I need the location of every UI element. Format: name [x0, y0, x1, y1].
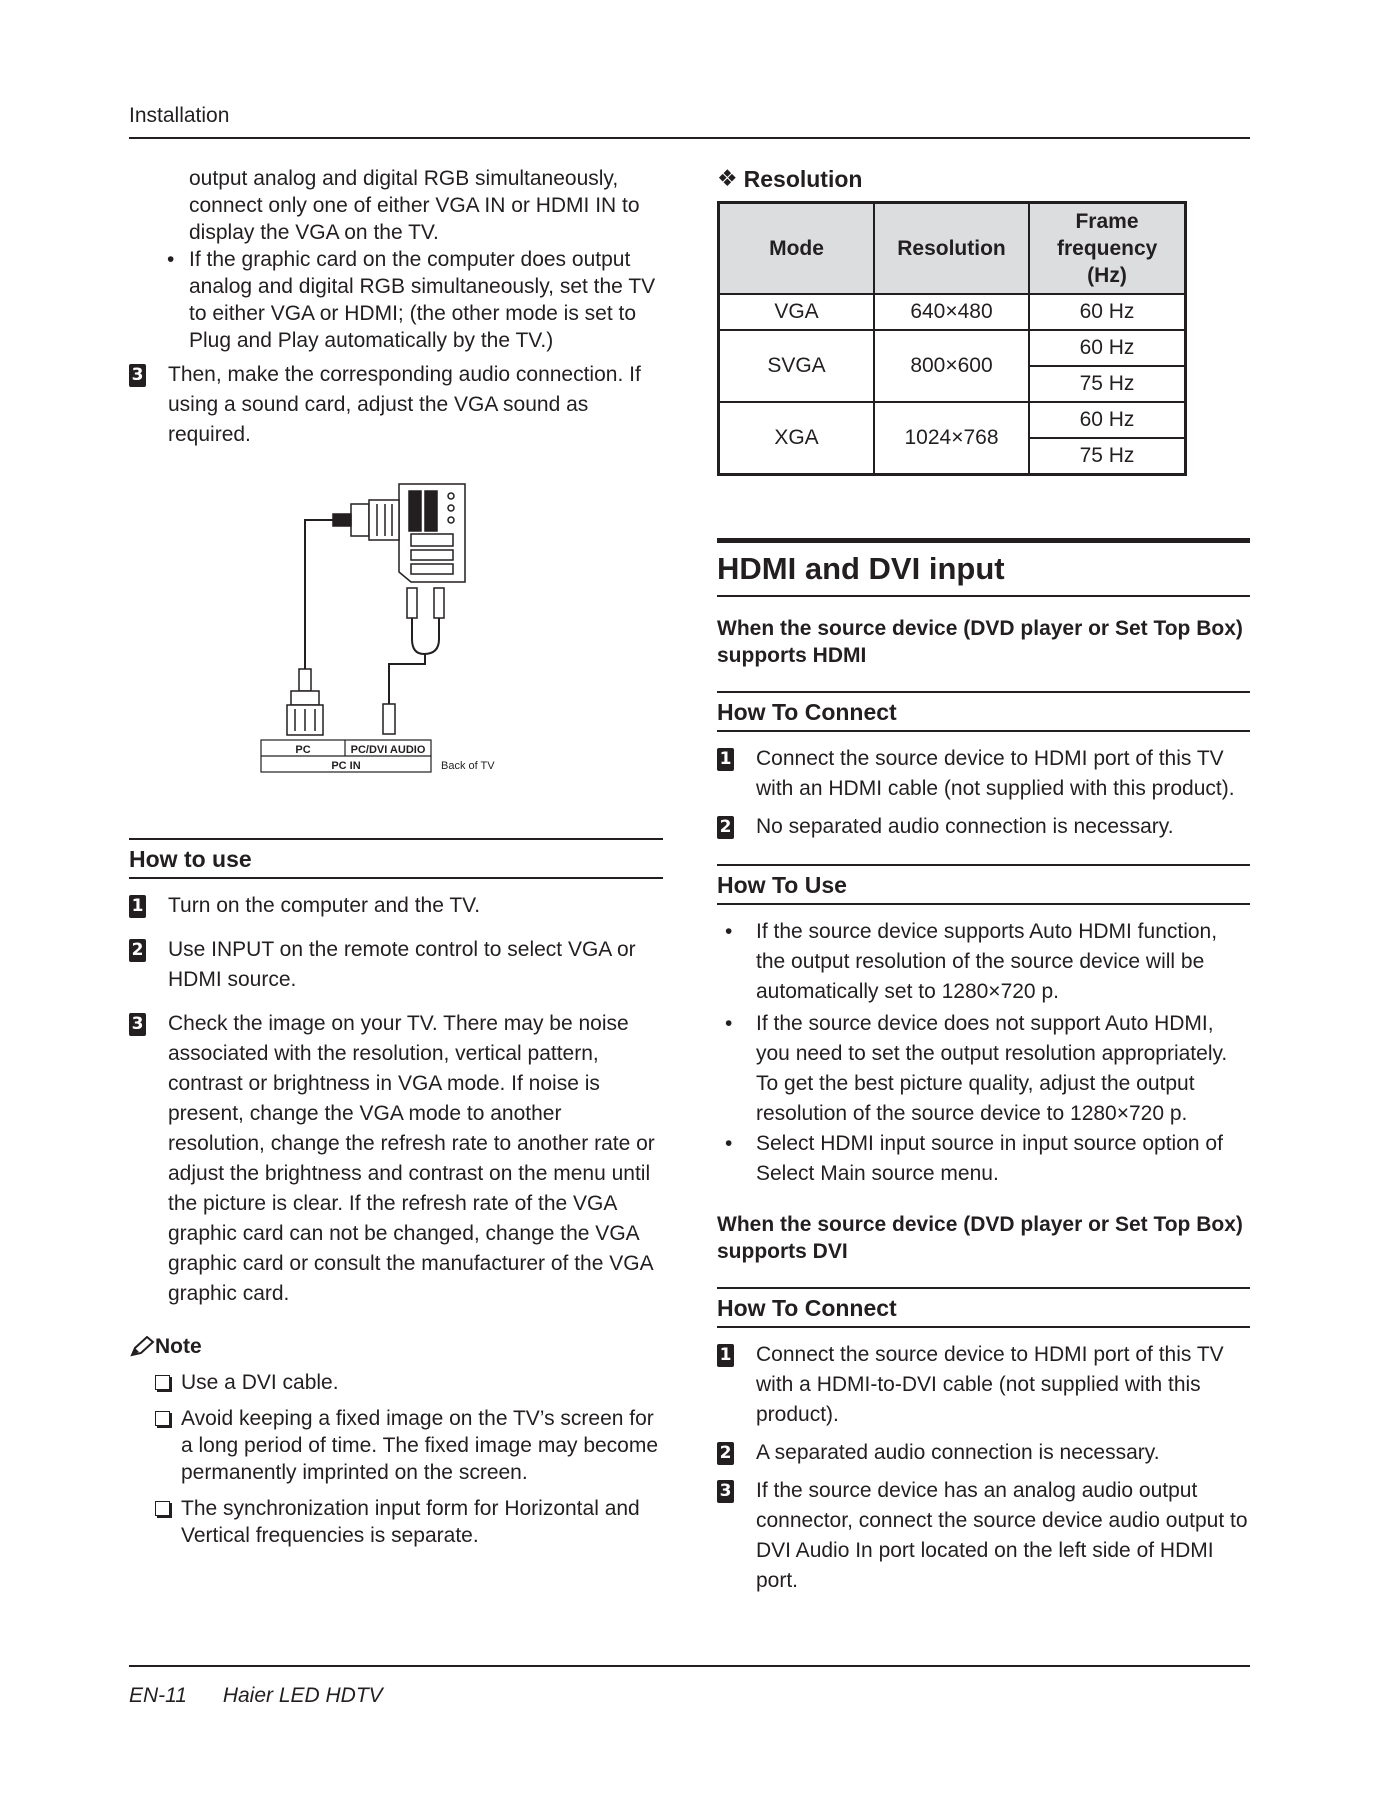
resolution-table [717, 201, 1187, 476]
step-text: Connect the source device to HDMI port of this TV with an HDMI cable (not supplied with this product). [756, 747, 1235, 800]
bullet-item: • If the graphic card on the computer does output analog and digital RGB simultaneously, set the TV to either VGA or HDMI; (the other mode is set to Plug and Play automatically by the TV.) [159, 246, 663, 354]
step-text: A separated audio connection is necessary. [756, 1441, 1160, 1464]
step-3 [129, 360, 663, 450]
audio-plug-icon [407, 588, 444, 654]
dvi-step-1 [717, 1340, 1250, 1430]
table-row: SVGA 800×600 60 Hz [719, 330, 1186, 366]
step-number: 3 [717, 1480, 734, 1503]
how-to-use-heading: How To Use [717, 864, 1250, 905]
left-column [129, 165, 663, 1549]
dvi-step-3 [717, 1476, 1250, 1596]
use-bullet: • If the source device supports Auto HDMI function, the output resolution of the source device will be automatically set to 1280×720 p. [717, 917, 1250, 1007]
pc-tower-icon [399, 484, 465, 582]
checkbox-icon [155, 1375, 170, 1390]
step-text: If the source device has an analog audio output connector, connect the source device audio output to DVI Audio In port located on the left side of HDMI port. [756, 1479, 1248, 1592]
use-step-2 [129, 935, 663, 995]
checkbox-icon [155, 1411, 170, 1426]
how-to-connect-heading: How To Connect [717, 1287, 1250, 1328]
step-number: 1 [717, 1344, 734, 1367]
step-text: Check the image on your TV. There may be noise associated with the resolution, vertical pattern, contrast or brightness in VGA mode. If noise is present, change the VGA mode to another resolution, change the refresh rate to another rate or adjust the brightness and contrast on the menu until the picture is clear. If the refresh rate of the VGA graphic card can not be changed, change the VGA graphic card or consult the manufacturer of the VGA graphic card. [168, 1012, 655, 1305]
checkbox-icon [155, 1501, 170, 1516]
footer-rule [129, 1665, 1250, 1667]
note-item: Use a DVI cable. [155, 1369, 663, 1396]
step-text: Connect the source device to HDMI port of this TV with a HDMI-to-DVI cable (not supplied with this product). [756, 1343, 1224, 1426]
dvi-subheading: When the source device (DVD player or Set Top Box) supports DVI [717, 1213, 1243, 1263]
table-header-row [719, 203, 1186, 295]
col-header-frequency: Frame frequency (Hz) [1029, 203, 1186, 295]
table-row: XGA 1024×768 60 Hz [719, 402, 1186, 438]
note-heading: Note [155, 1335, 202, 1358]
step-number: 3 [129, 1013, 146, 1036]
footer [129, 1684, 383, 1708]
back-of-tv-label: Back of TV [441, 760, 495, 772]
use-step-1 [129, 891, 663, 921]
page-number: EN-11 [129, 1684, 187, 1707]
how-to-connect-heading: How To Connect [717, 691, 1250, 732]
step-number: 1 [717, 748, 734, 771]
col-header-resolution: Resolution [874, 203, 1029, 295]
dvi-step-2 [717, 1438, 1250, 1468]
hdmi-dvi-heading: HDMI and DVI input [717, 538, 1250, 597]
step-number: 2 [129, 939, 146, 962]
table-row: 75 Hz [719, 438, 1186, 475]
pencil-icon [129, 1336, 155, 1358]
product-name: Haier LED HDTV [222, 1684, 383, 1707]
step-text: Turn on the computer and the TV. [168, 894, 481, 917]
header-rule [129, 137, 1250, 139]
pcin-label: PC IN [331, 760, 361, 772]
note-item: The synchronization input form for Horizontal and Vertical frequencies is separate. [155, 1495, 663, 1549]
how-to-use-heading: How to use [129, 838, 663, 879]
step-number: 2 [717, 816, 734, 839]
connect-step-1 [717, 744, 1250, 804]
step-text: No separated audio connection is necessary. [756, 815, 1174, 838]
connection-diagram [129, 464, 663, 824]
step-number: 1 [129, 895, 146, 918]
note-section [129, 1335, 663, 1549]
pc-connection-illustration [129, 464, 663, 824]
audio-port-label: PC/DVI AUDIO [350, 744, 426, 756]
connect-step-2 [717, 812, 1250, 842]
running-header: Installation [129, 104, 230, 127]
table-row: 75 Hz [719, 366, 1186, 402]
intro-continuation: output analog and digital RGB simultaneously, connect only one of either VGA IN or HDMI IN to display the VGA on the TV. [189, 167, 640, 244]
table-row: VGA 640×480 60 Hz [719, 294, 1186, 330]
diamond-bullet-icon: ❖ [717, 166, 738, 192]
step-number: 3 [129, 364, 146, 387]
hdmi-subheading: When the source device (DVD player or Set Top Box) supports HDMI [717, 617, 1243, 667]
vga-plug-icon [333, 500, 399, 540]
step-text: Then, make the corresponding audio connection. If using a sound card, adjust the VGA sound as required. [168, 363, 641, 446]
resolution-heading: Resolution [743, 166, 863, 192]
col-header-mode: Mode [719, 203, 875, 295]
right-column [717, 165, 1250, 1596]
step-number: 2 [717, 1442, 734, 1465]
note-item: Avoid keeping a fixed image on the TV’s screen for a long period of time. The fixed image may become permanently imprinted on the screen. [155, 1405, 663, 1486]
step-text: Use INPUT on the remote control to select VGA or HDMI source. [168, 938, 636, 991]
use-step-3 [129, 1009, 663, 1309]
pc-port-label: PC [295, 744, 311, 756]
use-bullet: • If the source device does not support Auto HDMI, you need to set the output resolution appropriately. To get the best picture quality, adjust the output resolution of the source device to 1280×720 p. [717, 1009, 1250, 1129]
use-bullet: • Select HDMI input source in input source option of Select Main source menu. [717, 1129, 1250, 1189]
